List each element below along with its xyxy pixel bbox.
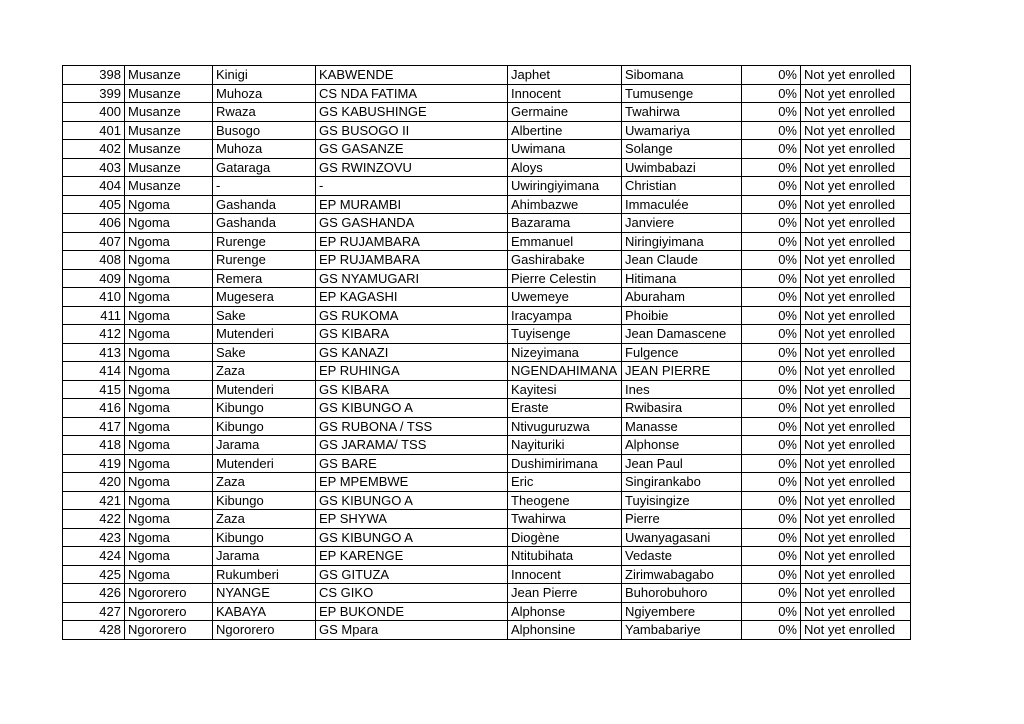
- row-number: 406: [63, 214, 125, 233]
- school-cell: GS KIBARA: [316, 325, 508, 344]
- first-name-cell: Emmanuel: [508, 232, 622, 251]
- last-name-cell: Yambabariye: [622, 621, 742, 640]
- progress-cell: 0%: [742, 195, 801, 214]
- first-name-cell: NGENDAHIMANA: [508, 362, 622, 381]
- first-name-cell: Uwemeye: [508, 288, 622, 307]
- table-row: [63, 528, 911, 547]
- first-name-cell: Gashirabake: [508, 251, 622, 270]
- status-cell: Not yet enrolled: [801, 491, 911, 510]
- status-cell: Not yet enrolled: [801, 251, 911, 270]
- table-row: [63, 454, 911, 473]
- school-cell: GS RWINZOVU: [316, 158, 508, 177]
- table-row: [63, 306, 911, 325]
- district-cell: Ngoma: [125, 565, 213, 584]
- district-cell: Ngoma: [125, 454, 213, 473]
- progress-cell: 0%: [742, 84, 801, 103]
- sector-cell: Sake: [213, 343, 316, 362]
- last-name-cell: Uwanyagasani: [622, 528, 742, 547]
- progress-cell: 0%: [742, 510, 801, 529]
- last-name-cell: Sibomana: [622, 66, 742, 85]
- sector-cell: Gashanda: [213, 214, 316, 233]
- status-cell: Not yet enrolled: [801, 399, 911, 418]
- first-name-cell: Ntitubihata: [508, 547, 622, 566]
- sector-cell: Kibungo: [213, 417, 316, 436]
- progress-cell: 0%: [742, 417, 801, 436]
- sector-cell: Mutenderi: [213, 454, 316, 473]
- table-row: [63, 510, 911, 529]
- sector-cell: Busogo: [213, 121, 316, 140]
- table-row: [63, 140, 911, 159]
- sector-cell: Zaza: [213, 510, 316, 529]
- row-number: 415: [63, 380, 125, 399]
- first-name-cell: Theogene: [508, 491, 622, 510]
- first-name-cell: Ntivuguruzwa: [508, 417, 622, 436]
- school-cell: GS NYAMUGARI: [316, 269, 508, 288]
- table-row: [63, 584, 911, 603]
- first-name-cell: Eric: [508, 473, 622, 492]
- row-number: 398: [63, 66, 125, 85]
- first-name-cell: Innocent: [508, 565, 622, 584]
- sector-cell: Jarama: [213, 436, 316, 455]
- first-name-cell: Tuyisenge: [508, 325, 622, 344]
- last-name-cell: Jean Paul: [622, 454, 742, 473]
- first-name-cell: Alphonse: [508, 602, 622, 621]
- row-number: 417: [63, 417, 125, 436]
- table-row: [63, 288, 911, 307]
- school-cell: GS KIBUNGO A: [316, 399, 508, 418]
- table-row: [63, 195, 911, 214]
- district-cell: Musanze: [125, 84, 213, 103]
- last-name-cell: Rwibasira: [622, 399, 742, 418]
- first-name-cell: Nayituriki: [508, 436, 622, 455]
- first-name-cell: Innocent: [508, 84, 622, 103]
- school-cell: EP MURAMBI: [316, 195, 508, 214]
- first-name-cell: Eraste: [508, 399, 622, 418]
- row-number: 424: [63, 547, 125, 566]
- sector-cell: Mutenderi: [213, 380, 316, 399]
- progress-cell: 0%: [742, 121, 801, 140]
- progress-cell: 0%: [742, 528, 801, 547]
- district-cell: Ngoma: [125, 473, 213, 492]
- row-number: 421: [63, 491, 125, 510]
- table-row: [63, 269, 911, 288]
- row-number: 420: [63, 473, 125, 492]
- district-cell: Musanze: [125, 121, 213, 140]
- district-cell: Ngoma: [125, 214, 213, 233]
- school-cell: GS BUSOGO II: [316, 121, 508, 140]
- sector-cell: Rurenge: [213, 251, 316, 270]
- last-name-cell: Phoibie: [622, 306, 742, 325]
- row-number: 407: [63, 232, 125, 251]
- sector-cell: Kibungo: [213, 399, 316, 418]
- last-name-cell: Buhorobuhoro: [622, 584, 742, 603]
- district-cell: Ngoma: [125, 306, 213, 325]
- sector-cell: Muhoza: [213, 84, 316, 103]
- status-cell: Not yet enrolled: [801, 269, 911, 288]
- status-cell: Not yet enrolled: [801, 547, 911, 566]
- school-cell: GS KANAZI: [316, 343, 508, 362]
- last-name-cell: Tuyisingize: [622, 491, 742, 510]
- status-cell: Not yet enrolled: [801, 584, 911, 603]
- sector-cell: -: [213, 177, 316, 196]
- first-name-cell: Uwimana: [508, 140, 622, 159]
- district-cell: Ngororero: [125, 621, 213, 640]
- school-cell: EP SHYWA: [316, 510, 508, 529]
- district-cell: Ngoma: [125, 528, 213, 547]
- table-row: [63, 103, 911, 122]
- sector-cell: Jarama: [213, 547, 316, 566]
- district-cell: Ngoma: [125, 362, 213, 381]
- school-cell: -: [316, 177, 508, 196]
- progress-cell: 0%: [742, 491, 801, 510]
- district-cell: Musanze: [125, 66, 213, 85]
- district-cell: Ngoma: [125, 436, 213, 455]
- row-number: 426: [63, 584, 125, 603]
- school-cell: GS KIBUNGO A: [316, 528, 508, 547]
- status-cell: Not yet enrolled: [801, 362, 911, 381]
- district-cell: Musanze: [125, 103, 213, 122]
- progress-cell: 0%: [742, 602, 801, 621]
- row-number: 402: [63, 140, 125, 159]
- table-row: [63, 436, 911, 455]
- progress-cell: 0%: [742, 251, 801, 270]
- first-name-cell: Dushimirimana: [508, 454, 622, 473]
- district-cell: Ngoma: [125, 325, 213, 344]
- last-name-cell: Jean Damascene: [622, 325, 742, 344]
- sector-cell: Remera: [213, 269, 316, 288]
- sector-cell: Mugesera: [213, 288, 316, 307]
- last-name-cell: Uwimbabazi: [622, 158, 742, 177]
- last-name-cell: Singirankabo: [622, 473, 742, 492]
- row-number: 399: [63, 84, 125, 103]
- row-number: 425: [63, 565, 125, 584]
- row-number: 403: [63, 158, 125, 177]
- school-cell: EP BUKONDE: [316, 602, 508, 621]
- last-name-cell: Solange: [622, 140, 742, 159]
- last-name-cell: Manasse: [622, 417, 742, 436]
- sector-cell: NYANGE: [213, 584, 316, 603]
- table-row: [63, 473, 911, 492]
- row-number: 404: [63, 177, 125, 196]
- first-name-cell: Japhet: [508, 66, 622, 85]
- row-number: 401: [63, 121, 125, 140]
- school-cell: GS BARE: [316, 454, 508, 473]
- district-cell: Ngoma: [125, 343, 213, 362]
- sector-cell: Gashanda: [213, 195, 316, 214]
- status-cell: Not yet enrolled: [801, 288, 911, 307]
- sector-cell: Ngororero: [213, 621, 316, 640]
- table-row: [63, 343, 911, 362]
- district-cell: Ngoma: [125, 399, 213, 418]
- sector-cell: Kibungo: [213, 528, 316, 547]
- school-cell: CS GIKO: [316, 584, 508, 603]
- status-cell: Not yet enrolled: [801, 158, 911, 177]
- status-cell: Not yet enrolled: [801, 121, 911, 140]
- district-cell: Ngoma: [125, 417, 213, 436]
- table-row: [63, 565, 911, 584]
- status-cell: Not yet enrolled: [801, 602, 911, 621]
- progress-cell: 0%: [742, 232, 801, 251]
- status-cell: Not yet enrolled: [801, 380, 911, 399]
- last-name-cell: Aburaham: [622, 288, 742, 307]
- progress-cell: 0%: [742, 621, 801, 640]
- status-cell: Not yet enrolled: [801, 325, 911, 344]
- row-number: 418: [63, 436, 125, 455]
- table-row: [63, 121, 911, 140]
- progress-cell: 0%: [742, 584, 801, 603]
- progress-cell: 0%: [742, 158, 801, 177]
- school-cell: GS GITUZA: [316, 565, 508, 584]
- school-cell: GS GASHANDA: [316, 214, 508, 233]
- row-number: 411: [63, 306, 125, 325]
- district-cell: Musanze: [125, 140, 213, 159]
- status-cell: Not yet enrolled: [801, 436, 911, 455]
- table-row: [63, 621, 911, 640]
- school-cell: GS Mpara: [316, 621, 508, 640]
- school-cell: GS KABUSHINGE: [316, 103, 508, 122]
- sector-cell: Kinigi: [213, 66, 316, 85]
- last-name-cell: Pierre: [622, 510, 742, 529]
- school-cell: CS NDA FATIMA: [316, 84, 508, 103]
- table-row: [63, 214, 911, 233]
- last-name-cell: Twahirwa: [622, 103, 742, 122]
- first-name-cell: Iracyampa: [508, 306, 622, 325]
- district-cell: Ngororero: [125, 584, 213, 603]
- last-name-cell: Uwamariya: [622, 121, 742, 140]
- table-row: [63, 232, 911, 251]
- row-number: 409: [63, 269, 125, 288]
- first-name-cell: Kayitesi: [508, 380, 622, 399]
- progress-cell: 0%: [742, 306, 801, 325]
- progress-cell: 0%: [742, 288, 801, 307]
- district-cell: Ngoma: [125, 288, 213, 307]
- progress-cell: 0%: [742, 565, 801, 584]
- sector-cell: Muhoza: [213, 140, 316, 159]
- sector-cell: Kibungo: [213, 491, 316, 510]
- first-name-cell: Bazarama: [508, 214, 622, 233]
- row-number: 413: [63, 343, 125, 362]
- row-number: 423: [63, 528, 125, 547]
- district-cell: Ngoma: [125, 195, 213, 214]
- progress-cell: 0%: [742, 103, 801, 122]
- progress-cell: 0%: [742, 399, 801, 418]
- status-cell: Not yet enrolled: [801, 528, 911, 547]
- last-name-cell: JEAN PIERRE: [622, 362, 742, 381]
- row-number: 414: [63, 362, 125, 381]
- row-number: 428: [63, 621, 125, 640]
- row-number: 419: [63, 454, 125, 473]
- status-cell: Not yet enrolled: [801, 103, 911, 122]
- table-row: [63, 399, 911, 418]
- district-cell: Ngoma: [125, 269, 213, 288]
- row-number: 412: [63, 325, 125, 344]
- row-number: 422: [63, 510, 125, 529]
- sector-cell: Rukumberi: [213, 565, 316, 584]
- sector-cell: Zaza: [213, 473, 316, 492]
- school-cell: GS KIBARA: [316, 380, 508, 399]
- sector-cell: Rurenge: [213, 232, 316, 251]
- last-name-cell: Janviere: [622, 214, 742, 233]
- first-name-cell: Germaine: [508, 103, 622, 122]
- last-name-cell: Hitimana: [622, 269, 742, 288]
- district-cell: Musanze: [125, 177, 213, 196]
- progress-cell: 0%: [742, 454, 801, 473]
- school-cell: GS RUBONA / TSS: [316, 417, 508, 436]
- status-cell: Not yet enrolled: [801, 621, 911, 640]
- status-cell: Not yet enrolled: [801, 343, 911, 362]
- status-cell: Not yet enrolled: [801, 214, 911, 233]
- sector-cell: Gataraga: [213, 158, 316, 177]
- table-row: [63, 84, 911, 103]
- last-name-cell: Christian: [622, 177, 742, 196]
- first-name-cell: Albertine: [508, 121, 622, 140]
- last-name-cell: Ngiyembere: [622, 602, 742, 621]
- progress-cell: 0%: [742, 269, 801, 288]
- status-cell: Not yet enrolled: [801, 195, 911, 214]
- table-row: [63, 251, 911, 270]
- sector-cell: Rwaza: [213, 103, 316, 122]
- last-name-cell: Vedaste: [622, 547, 742, 566]
- status-cell: Not yet enrolled: [801, 306, 911, 325]
- school-cell: EP KARENGE: [316, 547, 508, 566]
- school-cell: EP KAGASHI: [316, 288, 508, 307]
- district-cell: Ngoma: [125, 547, 213, 566]
- district-cell: Ngororero: [125, 602, 213, 621]
- table-row: [63, 380, 911, 399]
- district-cell: Ngoma: [125, 232, 213, 251]
- status-cell: Not yet enrolled: [801, 232, 911, 251]
- sector-cell: Mutenderi: [213, 325, 316, 344]
- row-number: 405: [63, 195, 125, 214]
- progress-cell: 0%: [742, 325, 801, 344]
- progress-cell: 0%: [742, 214, 801, 233]
- school-cell: EP RUJAMBARA: [316, 251, 508, 270]
- row-number: 408: [63, 251, 125, 270]
- progress-cell: 0%: [742, 436, 801, 455]
- progress-cell: 0%: [742, 66, 801, 85]
- progress-cell: 0%: [742, 380, 801, 399]
- school-cell: GS KIBUNGO A: [316, 491, 508, 510]
- last-name-cell: Tumusenge: [622, 84, 742, 103]
- progress-cell: 0%: [742, 547, 801, 566]
- row-number: 410: [63, 288, 125, 307]
- progress-cell: 0%: [742, 343, 801, 362]
- last-name-cell: Fulgence: [622, 343, 742, 362]
- table-row: [63, 602, 911, 621]
- last-name-cell: Jean Claude: [622, 251, 742, 270]
- first-name-cell: Pierre Celestin: [508, 269, 622, 288]
- status-cell: Not yet enrolled: [801, 473, 911, 492]
- first-name-cell: Twahirwa: [508, 510, 622, 529]
- sector-cell: Zaza: [213, 362, 316, 381]
- table-row: [63, 158, 911, 177]
- progress-cell: 0%: [742, 140, 801, 159]
- last-name-cell: Niringiyimana: [622, 232, 742, 251]
- first-name-cell: Jean Pierre: [508, 584, 622, 603]
- first-name-cell: Aloys: [508, 158, 622, 177]
- first-name-cell: Diogène: [508, 528, 622, 547]
- row-number: 416: [63, 399, 125, 418]
- school-cell: GS JARAMA/ TSS: [316, 436, 508, 455]
- last-name-cell: Zirimwabagabo: [622, 565, 742, 584]
- status-cell: Not yet enrolled: [801, 454, 911, 473]
- progress-cell: 0%: [742, 177, 801, 196]
- district-cell: Musanze: [125, 158, 213, 177]
- progress-cell: 0%: [742, 473, 801, 492]
- enrollment-table: [62, 65, 911, 640]
- district-cell: Ngoma: [125, 251, 213, 270]
- school-cell: EP RUHINGA: [316, 362, 508, 381]
- first-name-cell: Nizeyimana: [508, 343, 622, 362]
- status-cell: Not yet enrolled: [801, 140, 911, 159]
- district-cell: Ngoma: [125, 380, 213, 399]
- status-cell: Not yet enrolled: [801, 84, 911, 103]
- table-row: [63, 417, 911, 436]
- row-number: 400: [63, 103, 125, 122]
- sector-cell: Sake: [213, 306, 316, 325]
- status-cell: Not yet enrolled: [801, 177, 911, 196]
- status-cell: Not yet enrolled: [801, 66, 911, 85]
- table-row: [63, 362, 911, 381]
- school-cell: EP RUJAMBARA: [316, 232, 508, 251]
- table-row: [63, 66, 911, 85]
- last-name-cell: Alphonse: [622, 436, 742, 455]
- school-cell: GS GASANZE: [316, 140, 508, 159]
- table-row: [63, 491, 911, 510]
- last-name-cell: Ines: [622, 380, 742, 399]
- first-name-cell: Uwiringiyimana: [508, 177, 622, 196]
- district-cell: Ngoma: [125, 491, 213, 510]
- sector-cell: KABAYA: [213, 602, 316, 621]
- progress-cell: 0%: [742, 362, 801, 381]
- table-body: [63, 66, 911, 640]
- status-cell: Not yet enrolled: [801, 510, 911, 529]
- status-cell: Not yet enrolled: [801, 565, 911, 584]
- first-name-cell: Ahimbazwe: [508, 195, 622, 214]
- district-cell: Ngoma: [125, 510, 213, 529]
- school-cell: KABWENDE: [316, 66, 508, 85]
- school-cell: EP MPEMBWE: [316, 473, 508, 492]
- table-row: [63, 325, 911, 344]
- table-row: [63, 547, 911, 566]
- row-number: 427: [63, 602, 125, 621]
- table-row: [63, 177, 911, 196]
- status-cell: Not yet enrolled: [801, 417, 911, 436]
- last-name-cell: Immaculée: [622, 195, 742, 214]
- first-name-cell: Alphonsine: [508, 621, 622, 640]
- school-cell: GS RUKOMA: [316, 306, 508, 325]
